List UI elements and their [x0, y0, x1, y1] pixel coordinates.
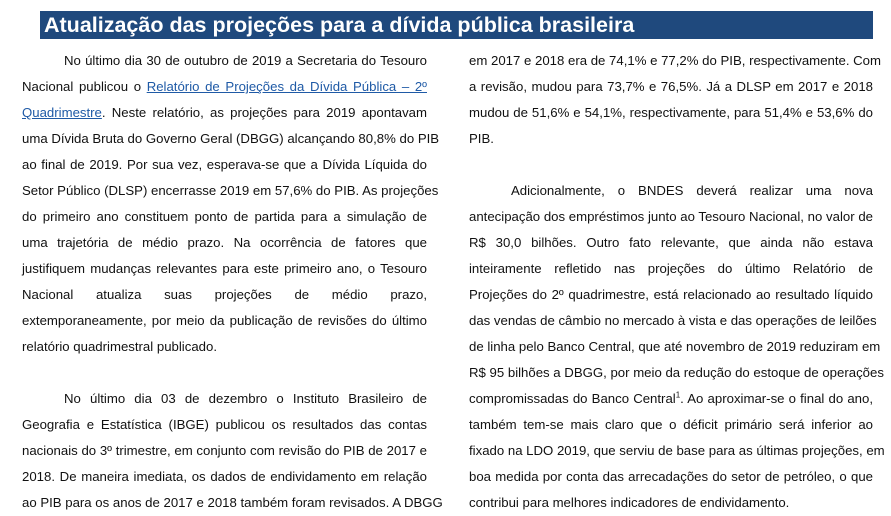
left-column — [22, 48, 443, 516]
report-link-continued[interactable]: Quadrimestre — [22, 105, 102, 120]
text-line — [469, 386, 873, 412]
text-line: a revisão, mudou para 73,7% e 76,5%. Já a DLSP em 2017 e 2018 — [469, 79, 873, 94]
text-line: uma Dívida Bruta do Governo Geral (DBGG) alcançando 80,8% do PIB — [22, 131, 440, 146]
text-line — [22, 74, 427, 100]
text-line: mudou de 51,6% e 54,1%, respectivamente, para 51,4% e 53,6% do — [469, 105, 873, 120]
text-line: R$ 95 bilhões a DBGG, por meio da redução do estoque de operações — [469, 365, 884, 380]
text-line: R$ 30,0 bilhões. Outro fato relevante, que ainda não estava — [469, 235, 873, 250]
text-line: de linha pelo Banco Central, que até novembro de 2019 reduziram em — [469, 339, 881, 354]
text-span: . Ao aproximar-se o final do ano, — [680, 391, 873, 406]
title-bar — [40, 11, 873, 39]
text-line — [22, 100, 427, 126]
text-line: relatório quadrimestral publicado. — [22, 339, 217, 354]
page-title: Atualização das projeções para a dívida pública brasileira — [44, 13, 635, 37]
text-line: No último dia 30 de outubro de 2019 a Secretaria do Tesouro — [64, 53, 427, 68]
footnote-marker[interactable]: 1 — [675, 390, 681, 400]
text-line: do primeiro ano constituem ponto de partida para a simulação de — [22, 209, 427, 224]
text-line: ao final de 2019. Por sua vez, esperava-se que a Dívida Líquida do — [22, 157, 427, 172]
text-line: das vendas de câmbio no mercado à vista e das operações de leilões — [469, 313, 877, 328]
text-line: 2018. De maneira imediata, os dados de endividamento em relação — [22, 469, 427, 484]
report-link[interactable]: Relatório de Projeções da Dívida Pública – 2º — [146, 79, 427, 94]
text-span: compromissadas do Banco Central — [469, 391, 676, 406]
text-line: ao PIB para os anos de 2017 e 2018 também foram revisados. A DBGG — [22, 495, 443, 510]
text-line: Projeções do 2º quadrimestre, está relacionado ao resultado líquido — [469, 287, 873, 302]
text-line: No último dia 03 de dezembro o Instituto Brasileiro de — [64, 391, 427, 406]
text-line: uma trajetória de médio prazo. Na ocorrência de fatores que — [22, 235, 427, 250]
text-line: fixado na LDO 2019, que serviu de base para as últimas projeções, em — [469, 443, 885, 458]
text-line: inteiramente refletido nas projeções do último Relatório de — [469, 261, 873, 276]
text-span: Nacional publicou o — [22, 79, 147, 94]
text-line: Geografia e Estatística (IBGE) publicou os resultados das contas — [22, 417, 427, 432]
text-line: Nacional atualiza suas projeções de médio prazo, — [22, 287, 427, 302]
text-line: extemporaneamente, por meio da publicação de revisões do último — [22, 313, 427, 328]
text-line: PIB. — [469, 131, 494, 146]
text-line: antecipação dos empréstimos junto ao Tesouro Nacional, no valor de — [469, 209, 873, 224]
text-line: Adicionalmente, o BNDES deverá realizar uma nova — [511, 183, 873, 198]
text-line: boa medida por conta das arrecadações do setor de petróleo, o que — [469, 469, 873, 484]
text-line: também tem-se mais claro que o déficit primário será inferior ao — [469, 417, 873, 432]
text-line: contribui para melhores indicadores de endividamento. — [469, 495, 790, 510]
text-line: em 2017 e 2018 era de 74,1% e 77,2% do PIB, respectivamente. Com — [469, 53, 881, 68]
text-span: . Neste relatório, as projeções para 2019 apontavam — [101, 105, 427, 120]
text-line: nacionais do 3º trimestre, em conjunto com revisão do PIB de 2017 e — [22, 443, 427, 458]
text-line: Setor Público (DLSP) encerrasse 2019 em 57,6% do PIB. As projeções — [22, 183, 439, 198]
right-column — [469, 48, 885, 516]
text-line: justifiquem mudanças relevantes para este primeiro ano, o Tesouro — [22, 261, 427, 276]
